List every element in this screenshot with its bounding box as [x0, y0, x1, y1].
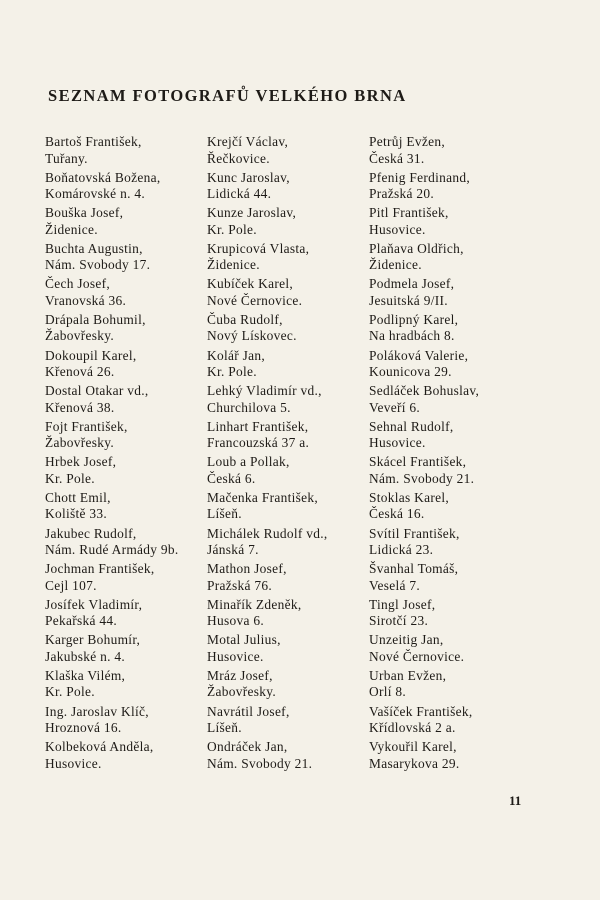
directory-entry [207, 383, 367, 419]
photographer-name: Drápala Bohumil, [45, 311, 146, 327]
directory-entry [207, 597, 367, 633]
photographer-name: Lehký Vladimír vd., [207, 383, 322, 399]
directory-entry [45, 312, 205, 348]
directory-entry [45, 134, 205, 170]
photographer-address: Husovice. [369, 435, 426, 451]
directory-entry [45, 276, 205, 312]
directory-entry [207, 419, 367, 455]
photographer-address: Husovice. [369, 221, 426, 237]
photographer-name: Linhart František, [207, 418, 309, 434]
photographer-name: Jakubec Rudolf, [45, 525, 137, 541]
directory-entry [45, 597, 205, 633]
photographer-address: Kr. Pole. [45, 470, 95, 486]
photographer-name: Motal Julius, [207, 632, 281, 648]
photographer-address: Masarykova 29. [369, 755, 460, 771]
directory-entry [369, 276, 544, 312]
photographer-address: Česká 31. [369, 150, 425, 166]
photographer-address: Francouzská 37 a. [207, 435, 310, 451]
photographer-address: Líšeň. [207, 506, 242, 522]
photographer-address: Jánská 7. [207, 542, 259, 558]
photographer-address: Husovice. [45, 755, 102, 771]
photographer-name: Čuba Rudolf, [207, 311, 283, 327]
photographer-name: Boňatovská Božena, [45, 169, 161, 185]
photographer-name: Kolář Jan, [207, 347, 266, 363]
photographer-address: Nám. Svobody 21. [207, 755, 313, 771]
photographer-name: Jochman František, [45, 561, 155, 577]
photographer-name: Unzeitig Jan, [369, 632, 444, 648]
directory-entry [45, 526, 205, 562]
photographer-address: Husova 6. [207, 613, 265, 629]
directory-entry [45, 704, 205, 740]
directory-entry [207, 739, 367, 775]
directory-entry [207, 170, 367, 206]
directory-entry [45, 454, 205, 490]
photographer-name: Minařík Zdeněk, [207, 596, 302, 612]
directory-entry [207, 276, 367, 312]
photographer-name: Mráz Josef, [207, 667, 273, 683]
photographer-address: Hroznová 16. [45, 720, 122, 735]
photographer-name: Fojt František, [45, 418, 128, 434]
directory-entry [369, 348, 544, 384]
photographer-address: Jesuitská 9/II. [369, 292, 448, 308]
photographer-name: Chott Emil, [45, 489, 111, 505]
photographer-address: Veselá 7. [369, 577, 421, 593]
photographer-address: Na hradbách 8. [369, 328, 455, 344]
page-number: 11 [509, 793, 522, 808]
directory-entry [45, 241, 205, 277]
photographer-address: Kounicova 29. [369, 364, 452, 380]
photographer-name: Kolbeková Anděla, [45, 739, 154, 755]
photographer-name: Vykouřil Karel, [369, 739, 457, 755]
directory-entry [45, 490, 205, 526]
photographer-name: Karger Bohumír, [45, 632, 141, 648]
photographer-address: Křenová 38. [45, 399, 115, 415]
directory-entry [207, 134, 367, 170]
photographer-address: Křenová 26. [45, 364, 115, 380]
directory-column-2 [207, 134, 367, 775]
photographer-address: Křídlovská 2 a. [369, 720, 456, 735]
photographer-name: Dokoupil Karel, [45, 347, 137, 363]
directory-entry [369, 383, 544, 419]
photographer-address: Nové Černovice. [207, 292, 303, 308]
directory-entry [207, 454, 367, 490]
photographer-address: Česká 6. [207, 470, 256, 486]
photographer-address: Nám. Svobody 21. [369, 470, 475, 486]
photographer-name: Josífek Vladimír, [45, 596, 143, 612]
photographer-address: Židenice. [45, 221, 98, 237]
directory-entry [45, 348, 205, 384]
photographer-address: Žabovřesky. [45, 328, 114, 344]
photographer-address: Jakubské n. 4. [45, 648, 126, 664]
directory-entry [369, 205, 544, 241]
directory-entry [207, 348, 367, 384]
photographer-name: Petrůj Evžen, [369, 134, 446, 149]
photographer-name: Urban Evžen, [369, 667, 447, 683]
photographer-name: Ondráček Jan, [207, 739, 288, 755]
photographer-address: Vranovská 36. [45, 292, 127, 308]
photographer-name: Čech Josef, [45, 276, 111, 292]
directory-entry [207, 561, 367, 597]
photographer-address: Česká 16. [369, 506, 425, 522]
directory-entry [207, 241, 367, 277]
photographer-name: Pfenig Ferdinand, [369, 169, 471, 185]
photographer-address: Žabovřesky. [45, 435, 114, 451]
photographer-name: Svítil František, [369, 525, 460, 541]
directory-entry [45, 739, 205, 775]
photographer-address: Pražská 20. [369, 186, 435, 202]
directory-entry [45, 561, 205, 597]
photographer-name: Podmela Josef, [369, 276, 455, 292]
directory-entry [207, 490, 367, 526]
directory-entry [45, 668, 205, 704]
photographer-name: Hrbek Josef, [45, 454, 117, 470]
page-title: SEZNAM FOTOGRAFŮ VELKÉHO BRNA [48, 86, 407, 105]
photographer-name: Poláková Valerie, [369, 347, 469, 363]
directory-entry [45, 419, 205, 455]
directory-entry [369, 597, 544, 633]
photographer-address: Cejl 107. [45, 577, 97, 593]
photographer-name: Podlipný Karel, [369, 311, 459, 327]
photographer-name: Loub a Pollak, [207, 454, 290, 470]
directory-entry [45, 632, 205, 668]
directory-entry [207, 632, 367, 668]
photographer-name: Sedláček Bohuslav, [369, 383, 480, 399]
photographer-name: Pitl František, [369, 205, 449, 221]
photographer-name: Krupicová Vlasta, [207, 240, 310, 256]
directory-entry [45, 205, 205, 241]
photographer-name: Skácel František, [369, 454, 467, 470]
photographer-name: Michálek Rudolf vd., [207, 525, 328, 541]
photographer-address: Pekařská 44. [45, 613, 118, 629]
directory-entry [369, 668, 544, 704]
directory-entry [369, 739, 544, 775]
directory-column-3 [369, 134, 544, 775]
photographer-name: Plaňava Oldřich, [369, 240, 464, 256]
photographer-name: Klaška Vilém, [45, 667, 126, 683]
photographer-name: Bartoš František, [45, 134, 142, 149]
photographer-address: Žabovřesky. [207, 684, 276, 700]
photographer-address: Lidická 23. [369, 542, 434, 558]
photographer-address: Nový Lískovec. [207, 328, 297, 344]
directory-entry [207, 704, 367, 740]
photographer-name: Kubíček Karel, [207, 276, 293, 292]
photographer-name: Švanhal Tomáš, [369, 561, 459, 577]
directory-column-1 [45, 134, 205, 775]
photographer-address: Veveří 6. [369, 399, 421, 415]
photographer-address: Kr. Pole. [207, 221, 257, 237]
photographer-address: Koliště 33. [45, 506, 108, 522]
directory-entry [45, 170, 205, 206]
photographer-address: Komárovské n. 4. [45, 186, 146, 202]
directory-entry [369, 419, 544, 455]
photographer-name: Mathon Josef, [207, 561, 287, 577]
directory-entry [369, 134, 544, 170]
directory-entry [369, 490, 544, 526]
photographer-address: Churchilova 5. [207, 399, 291, 415]
photographer-address: Líšeň. [207, 720, 242, 735]
directory-entry [369, 561, 544, 597]
photographer-name: Krejčí Václav, [207, 134, 289, 149]
photographer-name: Ing. Jaroslav Klíč, [45, 703, 149, 719]
directory-entry [207, 205, 367, 241]
photographer-address: Nám. Svobody 17. [45, 257, 151, 273]
photographer-address: Pražská 76. [207, 577, 273, 593]
directory-entry [369, 454, 544, 490]
photographer-name: Sehnal Rudolf, [369, 418, 454, 434]
directory-entry [45, 383, 205, 419]
photographer-address: Orlí 8. [369, 684, 407, 700]
photographer-address: Lidická 44. [207, 186, 272, 202]
photographer-address: Tuřany. [45, 150, 88, 166]
directory-entry [369, 526, 544, 562]
photographer-name: Kunc Jaroslav, [207, 169, 290, 185]
photographer-address: Řečkovice. [207, 150, 270, 166]
photographer-address: Nám. Rudé Armády 9b. [45, 542, 179, 558]
directory-entry [207, 526, 367, 562]
directory-entry [207, 668, 367, 704]
directory-entry [369, 241, 544, 277]
photographer-name: Mačenka František, [207, 489, 319, 505]
directory-entry [369, 170, 544, 206]
photographer-name: Vašíček František, [369, 703, 473, 719]
photographer-address: Husovice. [207, 648, 264, 664]
photographer-name: Bouška Josef, [45, 205, 124, 221]
photographer-address: Kr. Pole. [207, 364, 257, 380]
photographer-address: Nové Černovice. [369, 648, 465, 664]
photographer-name: Navrátil Josef, [207, 703, 290, 719]
photographer-address: Sirotčí 23. [369, 613, 429, 629]
photographer-address: Židenice. [207, 257, 260, 273]
photographer-name: Stoklas Karel, [369, 489, 450, 505]
photographer-name: Buchta Augustin, [45, 240, 143, 256]
photographer-address: Kr. Pole. [45, 684, 95, 700]
photographer-address: Židenice. [369, 257, 422, 273]
photographer-name: Kunze Jaroslav, [207, 205, 297, 221]
directory-entry [369, 632, 544, 668]
photographer-name: Tingl Josef, [369, 596, 436, 612]
directory-entry [369, 704, 544, 740]
photographer-name: Dostal Otakar vd., [45, 383, 149, 399]
directory-entry [369, 312, 544, 348]
directory-entry [207, 312, 367, 348]
